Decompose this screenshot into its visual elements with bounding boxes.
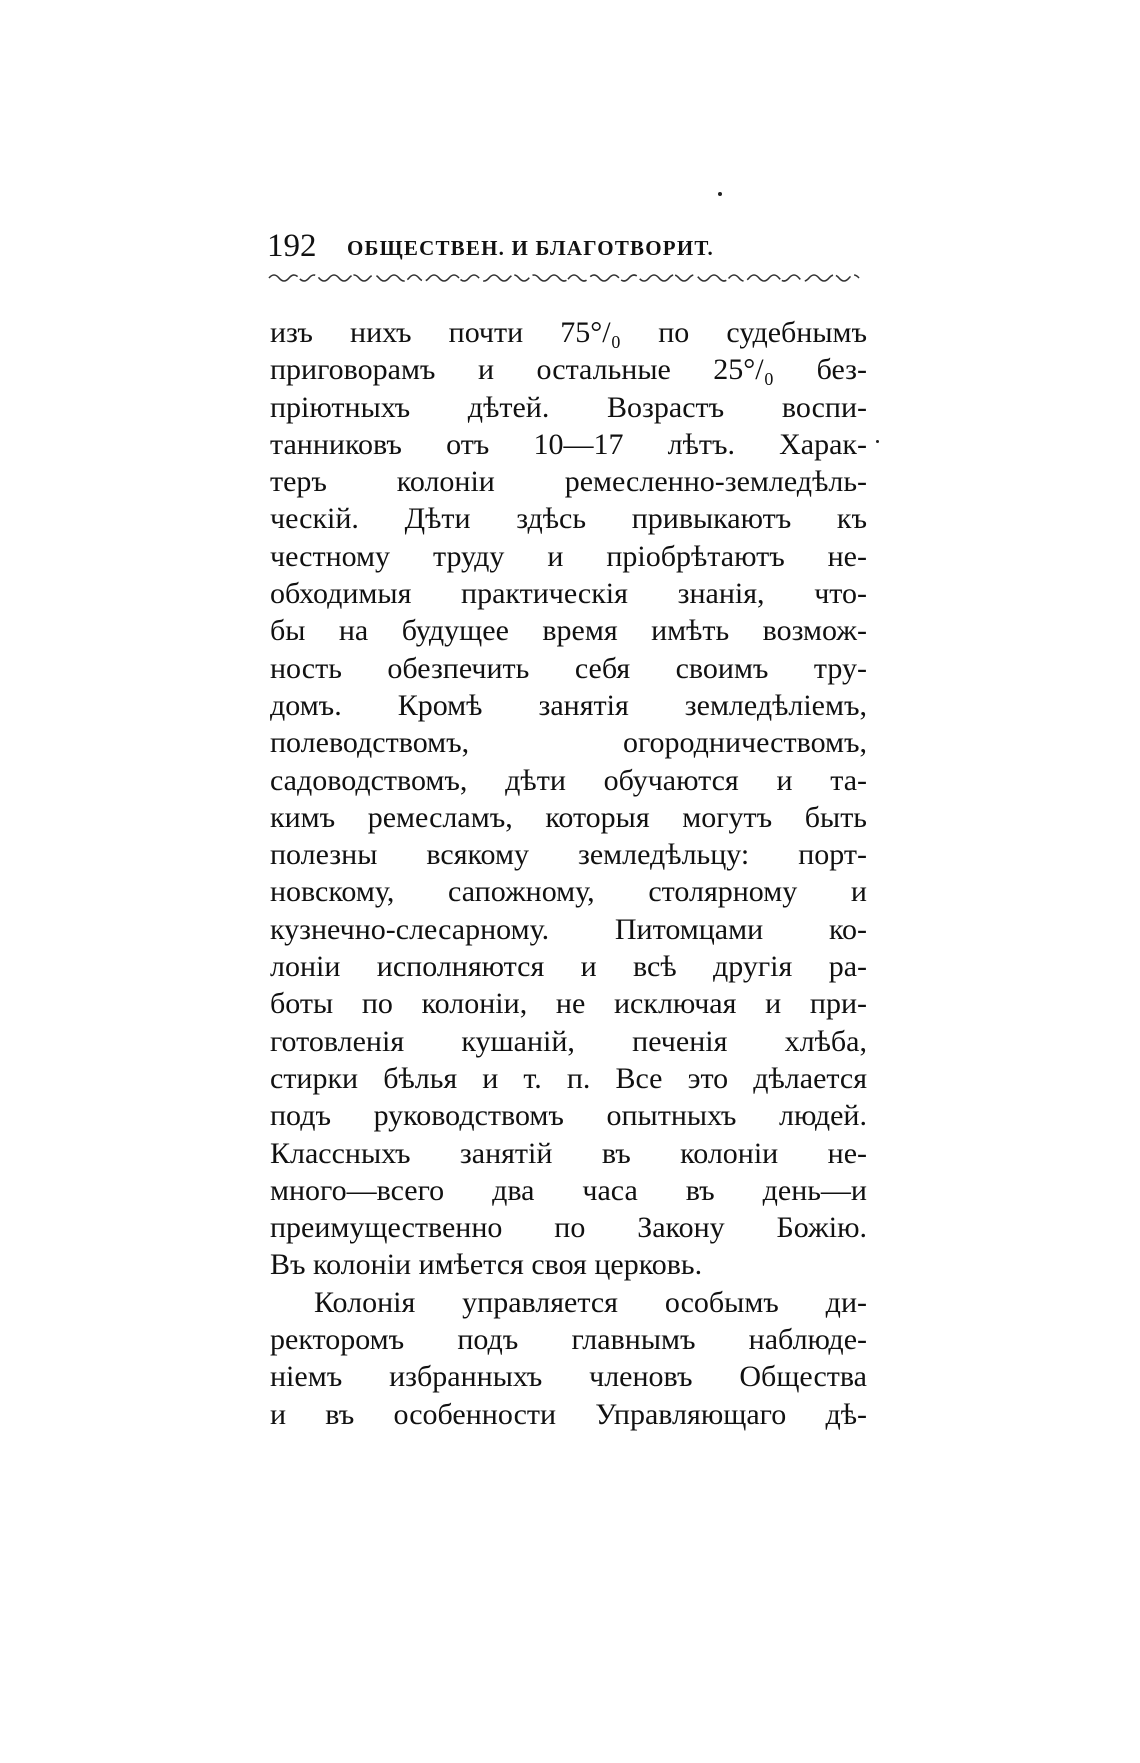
- running-head: ОБЩЕСТВЕН. И БЛАГОТВОРИТ.: [347, 236, 714, 260]
- text-line: стирки бѣлья и т. п. Все это дѣлается: [270, 1061, 867, 1095]
- text-line: ческій. Дѣти здѣсь привыкаютъ къ: [270, 502, 867, 536]
- text-line: домъ. Кромѣ занятія земледѣліемъ,: [270, 688, 867, 722]
- text-line: ность обезпечить себя своимъ тру-: [270, 651, 867, 685]
- text-line: готовленія кушаній, печенія хлѣба,: [270, 1024, 867, 1058]
- text-line: преимущественно по Закону Божію.: [270, 1211, 867, 1245]
- text-line: честному труду и пріобрѣтаютъ не-: [270, 539, 867, 573]
- text-line: много—всего два часа въ день—и: [270, 1173, 867, 1207]
- text-line: обходимыя практическія знанія, что-: [270, 577, 867, 611]
- text-line: кимъ ремесламъ, которыя могутъ быть: [270, 800, 867, 834]
- text-line: теръ колоніи ремесленно-земледѣль-: [270, 465, 867, 499]
- print-speck: [876, 440, 879, 443]
- text-line: и въ особенности Управляющаго дѣ-: [270, 1397, 867, 1431]
- text-line: полеводствомъ, огородничествомъ,: [270, 726, 867, 760]
- paragraph-1: [270, 314, 867, 1284]
- paragraph-2: [270, 1284, 867, 1433]
- body-text: [270, 314, 867, 1433]
- print-speck: [718, 192, 722, 196]
- text-line: танниковъ отъ 10—17 лѣтъ. Харак-: [270, 427, 867, 461]
- wavy-rule-line: [269, 275, 859, 281]
- text-line: лоніи исполняются и всѣ другія ра-: [270, 950, 867, 984]
- text-line: Классныхъ занятій въ колоніи не-: [270, 1136, 867, 1170]
- text-line: кузнечно-слесарному. Питомцами ко-: [270, 912, 867, 946]
- text-line: садоводствомъ, дѣти обучаются и та-: [270, 763, 867, 797]
- wavy-rule-ornament: [267, 270, 867, 282]
- text-line: ніемъ избранныхъ членовъ Общества: [270, 1360, 867, 1394]
- text-line: приговорамъ и остальные 25°/₀ без-: [270, 353, 867, 387]
- text-line: боты по колоніи, не исключая и при-: [270, 987, 867, 1021]
- text-line: бы на будущее время имѣть возмож-: [270, 614, 867, 648]
- text-line: ректоромъ подъ главнымъ наблюде-: [270, 1323, 867, 1357]
- text-line: изъ нихъ почти 75°/₀ по судебнымъ: [270, 316, 867, 349]
- text-line: новскому, сапожному, столярному и: [270, 875, 867, 909]
- page-header: [267, 228, 867, 268]
- text-line: подъ руководствомъ опытныхъ людей.: [270, 1099, 867, 1133]
- text-line: Въ колоніи имѣется своя церковь.: [270, 1248, 703, 1282]
- text-line: пріютныхъ дѣтей. Возрастъ воспи-: [270, 390, 867, 424]
- page-number: 192: [267, 228, 317, 264]
- text-line: полезны всякому земледѣльцу: порт-: [270, 838, 867, 872]
- text-line: Колонія управляется особымъ ди-: [314, 1285, 867, 1319]
